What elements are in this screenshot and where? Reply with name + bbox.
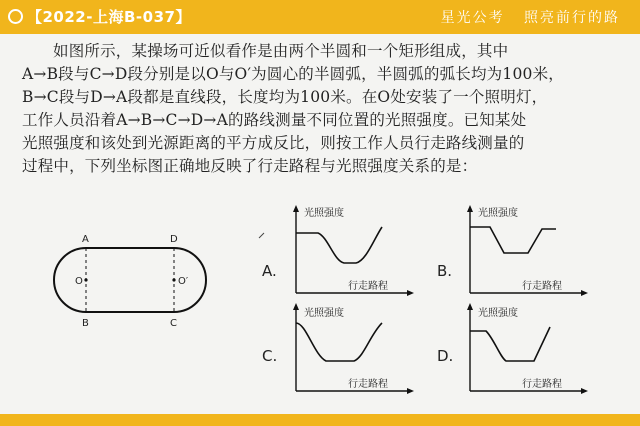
question-text [22, 40, 622, 178]
center-o-point [84, 278, 87, 281]
track-label-o2: O′ [178, 276, 189, 287]
option-b-label[interactable]: B. [437, 262, 453, 280]
question-line: 工作人员沿着A→B→C→D→A的路线测量不同位置的光照强度。已知某处 [22, 111, 527, 129]
track-label-b: B [82, 318, 89, 329]
y-axis-arrow [467, 205, 473, 212]
brand-slogan: 星光公考 照亮前行的路 [440, 10, 620, 26]
curve [470, 227, 556, 253]
header-bar [0, 0, 640, 34]
x-axis-arrow [581, 388, 588, 394]
x-axis-label: 行走路程 [348, 281, 388, 292]
option-d-label[interactable]: D. [437, 347, 454, 365]
track-label-d: D [170, 234, 178, 245]
question-line: 如图所示，某操场可近似看作是由两个半圆和一个矩形组成，其中 [53, 42, 509, 60]
x-axis-label: 行走路程 [522, 379, 562, 390]
footer-bar [0, 414, 640, 426]
y-axis-label: 光照强度 [478, 308, 518, 319]
center-o2-point [172, 278, 175, 281]
option-a-label[interactable]: A. [262, 262, 277, 280]
question-line: A→B段与C→D段分别是以O与O′为圆心的半圆弧，半圆弧的弧长均为100米， [22, 65, 564, 83]
question-tag [8, 6, 191, 27]
curve [470, 327, 550, 361]
y-axis-label: 光照强度 [304, 308, 344, 319]
y-axis-label: 光照强度 [478, 208, 518, 219]
x-axis-arrow [407, 388, 414, 394]
x-axis-arrow [407, 290, 414, 296]
option-a-chart[interactable] [290, 203, 420, 303]
track-label-o: O [75, 276, 83, 287]
option-c-chart[interactable] [290, 301, 420, 401]
x-axis-label: 行走路程 [522, 281, 562, 292]
curve [296, 227, 382, 263]
option-d-chart[interactable] [464, 301, 594, 401]
y-axis-arrow [293, 303, 299, 310]
question-line: B→C段与D→A段都是直线段，长度均为100米。在O处安装了一个照明灯， [22, 88, 548, 106]
pencil-mark-icon [258, 232, 266, 240]
curve [296, 323, 382, 361]
option-b-chart[interactable] [464, 203, 594, 303]
question-line: 光照强度和该处到光源距离的平方成反比，则按工作人员行走路线测量的 [22, 134, 525, 152]
question-tag-text: 【2022-上海B-037】 [27, 8, 191, 26]
track-label-c: C [170, 318, 177, 329]
y-axis-arrow [467, 303, 473, 310]
circle-icon [8, 9, 23, 24]
y-axis-label: 光照强度 [304, 208, 344, 219]
y-axis-arrow [293, 205, 299, 212]
track-label-a: A [82, 234, 89, 245]
question-line: 过程中，下列坐标图正确地反映了行走路程与光照强度关系的是： [22, 157, 478, 175]
track-diagram [40, 228, 240, 338]
x-axis-label: 行走路程 [348, 379, 388, 390]
x-axis-arrow [581, 290, 588, 296]
option-c-label[interactable]: C. [262, 347, 278, 365]
